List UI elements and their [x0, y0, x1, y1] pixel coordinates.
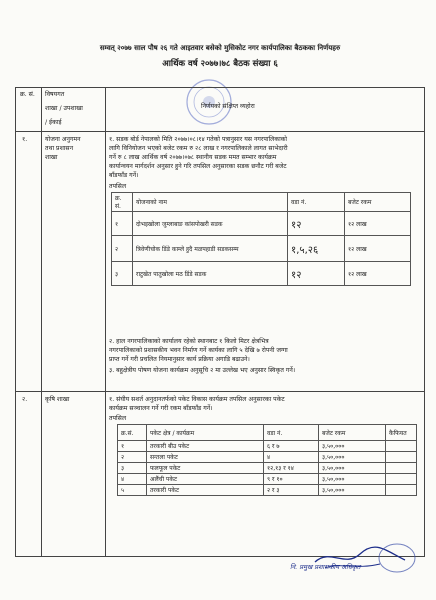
- col-sn: क्र.सं.: [118, 425, 147, 441]
- fiscal-year-title: आर्थिक वर्ष २०७७।७८ बैठक संख्या ६: [162, 59, 278, 69]
- col-remarks: कैफियत: [386, 425, 417, 441]
- decisions-table: [15, 87, 425, 557]
- cell: २ र ३: [264, 485, 319, 496]
- table-row: [118, 441, 417, 452]
- cell: राटुखेत पातुखोला मठ डिंडे सडक: [133, 262, 288, 286]
- col-budget: बजेट रकम: [345, 193, 411, 212]
- pocket-program-table: [117, 424, 417, 496]
- cell: [386, 463, 417, 474]
- table-row: [118, 463, 417, 474]
- table-row: [112, 262, 411, 286]
- col-budget: बजेट रकम: [319, 425, 386, 441]
- cell: १: [118, 441, 147, 452]
- tapsil-label: तपसिल: [109, 415, 127, 422]
- cell: ६ र ७: [264, 441, 319, 452]
- header-subject-c: / ईकाई: [45, 119, 62, 126]
- decision-text-line: कार्यक्रम सञ्चालन गर्ने गरी रकम बाँडफाँड गर्ने।: [109, 405, 213, 412]
- cell: ४: [264, 452, 319, 463]
- cell: ५: [118, 485, 147, 496]
- cell: ३,५०,०००: [319, 485, 386, 496]
- col-sn: क्र. सं.: [112, 193, 133, 212]
- cell: ३,५०,०००: [319, 474, 386, 485]
- decision-text-line: कार्यान्वयन मार्गदर्शन अनुसार हुने गरि तपसिल अनुसारका सडक छनौट गरी बजेट: [109, 163, 287, 170]
- table-header-row: [118, 425, 417, 441]
- road-projects-table: [111, 192, 411, 286]
- col-ward: वडा नं.: [264, 425, 319, 441]
- cell: १२ लाख: [345, 212, 411, 236]
- cell: सन्तला पकेट: [147, 452, 264, 463]
- col-ward: वडा नं.: [288, 193, 345, 212]
- meeting-title: सम्वत् २०७७ साल पौष २६ गते आइतवार बसेको मुसिकोट नगर कार्यपालिका बैठकका निर्णयहरु: [99, 44, 341, 52]
- row-branch: तथा प्रशासन: [45, 145, 73, 152]
- col-project: योजनाको नाम: [133, 193, 288, 212]
- cell: १२ लाख: [345, 236, 411, 262]
- decision-text-line: ३. बहुक्षेत्रीय पोषण योजना कार्यक्रम अनुसूचि २ मा उल्लेख भए अनुसार स्विकृत गर्ने।: [109, 367, 296, 374]
- cell: १२,१३ र १४: [264, 463, 319, 474]
- col-program: पकेट क्षेत्र / कार्यक्रम: [147, 425, 264, 441]
- decision-text-line: २. हाल नगरपालिकाको कार्यालय रहेको स्थानबाट १ किलो मिटर क्षेत्रभित्र: [109, 338, 269, 345]
- cell: [386, 441, 417, 452]
- row-serial: २.: [22, 396, 28, 403]
- cell: [386, 485, 417, 496]
- cell: १,५,२६: [288, 236, 345, 262]
- cell: १२ लाख: [345, 262, 411, 286]
- decision-text-line: लागि विनियोजन भएको बजेट रकम रु २८ लाख र नगरपालिकाले लागत साभेदारी: [109, 145, 288, 152]
- decision-text-line: प्राप्त गर्ने गरी प्रचलित नियमानुसार कार्य प्रक्रिया अगाडि बढाउने।: [109, 356, 250, 363]
- tapsil-label: तपसिल: [109, 183, 127, 190]
- signatory-title: नि. प्रमुख प्रशासकीय अधिकृत: [290, 563, 361, 571]
- row-serial: १.: [22, 136, 28, 143]
- cell: [386, 452, 417, 463]
- cell: २: [118, 452, 147, 463]
- table-row: [118, 485, 417, 496]
- cell: दोभइखोला जुम्लाबाङ कांसपोखरी सडक: [133, 212, 288, 236]
- decision-text-line: १. संघीय सशर्त अनुदानतर्फको पकेट विकास कार्यक्रम तपसिल अनुसारका पकेट: [109, 396, 285, 403]
- table-row: [112, 236, 411, 262]
- decision-text-line: १. सडक बोर्ड नेपालको मिति २०७७।०८।१४ गतेको पत्रानुसार यस नगरपालिकाको: [109, 136, 288, 143]
- header-subject-b: शाखा / उपशाखा: [45, 105, 83, 112]
- cell: ३,५०,०००: [319, 452, 386, 463]
- decision-text-line: गर्ने रु ८ लाख आर्थिक वर्ष २०७७।०७८ स्थानीय सडक ममत सम्भार कार्यक्रम: [109, 154, 277, 161]
- header-divider: [16, 131, 424, 132]
- signature-stamp-icon: [285, 540, 420, 580]
- header-serial: क्र. सं.: [20, 91, 35, 98]
- row-branch: योजना अनुगमन: [45, 136, 81, 143]
- cell: ४: [118, 474, 147, 485]
- cell: त्रिवेणीचोक डिंडे काम्ले हुदै मळपहाडी सडकसम्म: [133, 236, 288, 262]
- cell: ३,५०,०००: [319, 463, 386, 474]
- row-divider: [16, 391, 424, 392]
- cell: [386, 474, 417, 485]
- cell: तरकारी बीउ पकेट: [147, 441, 264, 452]
- table-row: [118, 474, 417, 485]
- column-divider: [41, 88, 42, 556]
- cell: १२: [288, 212, 345, 236]
- column-divider: [105, 88, 106, 556]
- table-row: [112, 212, 411, 236]
- cell: ३,५०,०००: [319, 441, 386, 452]
- cell: १: [112, 212, 133, 236]
- decision-text-line: बाँडफाँड गर्ने।: [109, 172, 139, 179]
- header-subject-a: विषयगत: [45, 91, 65, 98]
- table-row: [118, 452, 417, 463]
- cell: अलैंची पकेट: [147, 474, 264, 485]
- row-branch: कृषि शाखा: [45, 396, 70, 403]
- cell: २: [112, 236, 133, 262]
- table-header-row: [112, 193, 411, 212]
- cell: १२: [288, 262, 345, 286]
- cell: ३: [112, 262, 133, 286]
- decision-text-line: नगरपालिकाको प्रशासकीय भवन निर्माण गर्ने कार्यका लागि ५ देखि ७ रोपनी जग्गा: [109, 347, 288, 354]
- row-branch: शाखा: [45, 154, 58, 161]
- cell: तरकारी पकेट: [147, 485, 264, 496]
- cell: ९ र १०: [264, 474, 319, 485]
- cell: फलफूल पकेट: [147, 463, 264, 474]
- cell: ३: [118, 463, 147, 474]
- header-decision: निर्णयको संक्षिप्त व्यहोरा: [201, 103, 255, 110]
